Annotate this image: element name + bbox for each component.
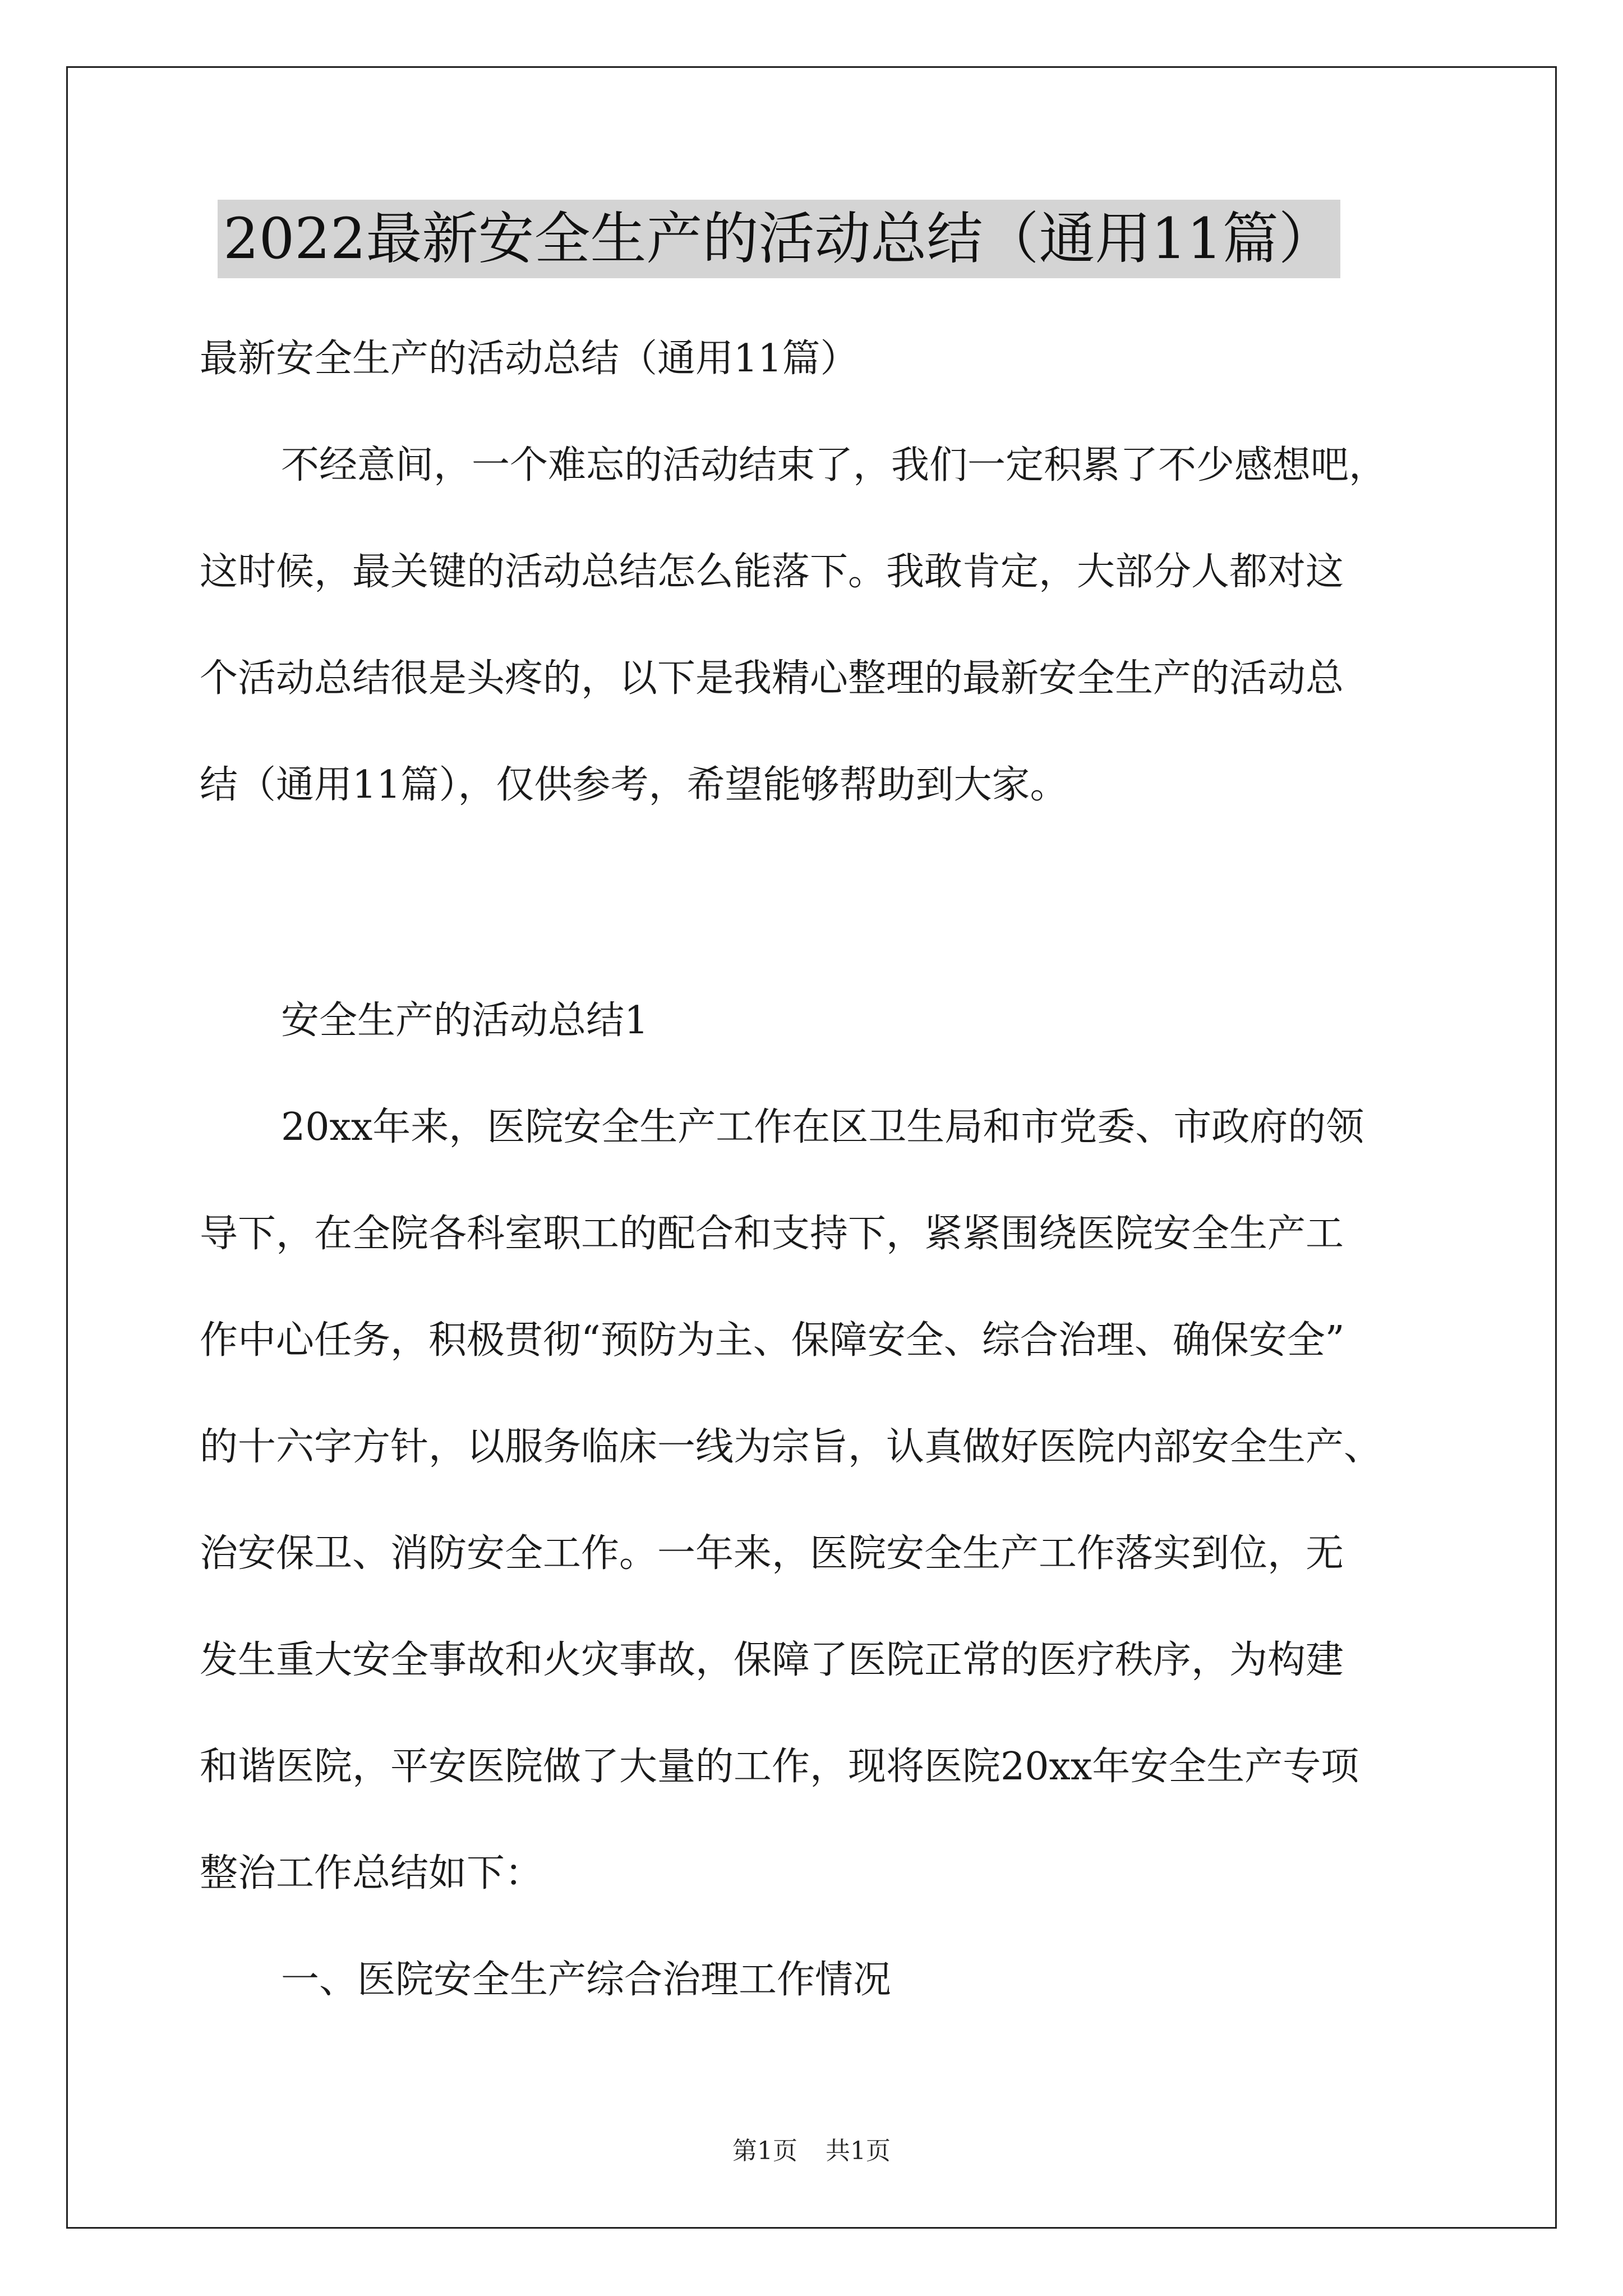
body-paragraph xyxy=(200,1074,1433,1927)
intro-line: 不经意间，一个难忘的活动结束了，我们一定积累了不少感想吧， xyxy=(281,443,1387,487)
page-number-total: 共1页 xyxy=(826,2137,891,2165)
document-subtitle: 最新安全生产的活动总结（通用11篇） xyxy=(200,337,859,381)
intro-line: 结（通用11篇），仅供参考，希望能够帮助到大家。 xyxy=(200,763,1068,807)
body-line: 发生重大安全事故和火灾事故，保障了医院正常的医疗秩序，为构建 xyxy=(200,1638,1344,1682)
subtitle-block xyxy=(200,306,1433,412)
body-line: 导下，在全院各科室职工的配合和支持下，紧紧围绕医院安全生产工 xyxy=(200,1212,1344,1256)
page-number-current: 第1页 xyxy=(732,2137,797,2165)
body-line: 20xx年来，医院安全生产工作在区卫生局和市党委、市政府的领 xyxy=(281,1105,1364,1149)
body-line: 作中心任务，积极贯彻“预防为主、保障安全、综合治理、确保安全” xyxy=(200,1318,1345,1363)
subsection-heading-block xyxy=(200,1927,1433,2033)
section-heading: 安全生产的活动总结1 xyxy=(281,999,649,1043)
body-line: 和谐医院，平安医院做了大量的工作，现将医院20xx年安全生产专项 xyxy=(200,1745,1359,1789)
document-title: 2022最新安全生产的活动总结（通用11篇） xyxy=(218,200,1340,278)
subsection-heading: 一、医院安全生产综合治理工作情况 xyxy=(281,1958,892,2002)
body-line: 整治工作总结如下： xyxy=(200,1851,543,1895)
body-line: 治安保卫、消防安全工作。一年来，医院安全生产工作落实到位，无 xyxy=(200,1531,1344,1576)
body-line: 的十六字方针，以服务临床一线为宗旨，认真做好医院内部安全生产、 xyxy=(200,1425,1382,1469)
intro-line: 这时候，最关键的活动总结怎么能落下。我敢肯定，大部分人都对这 xyxy=(200,550,1344,594)
page-footer xyxy=(0,2134,1623,2168)
intro-paragraph xyxy=(200,412,1433,839)
intro-line: 个活动总结很是头疼的，以下是我精心整理的最新安全生产的活动总 xyxy=(200,656,1344,701)
section-heading-block xyxy=(200,968,1433,1074)
